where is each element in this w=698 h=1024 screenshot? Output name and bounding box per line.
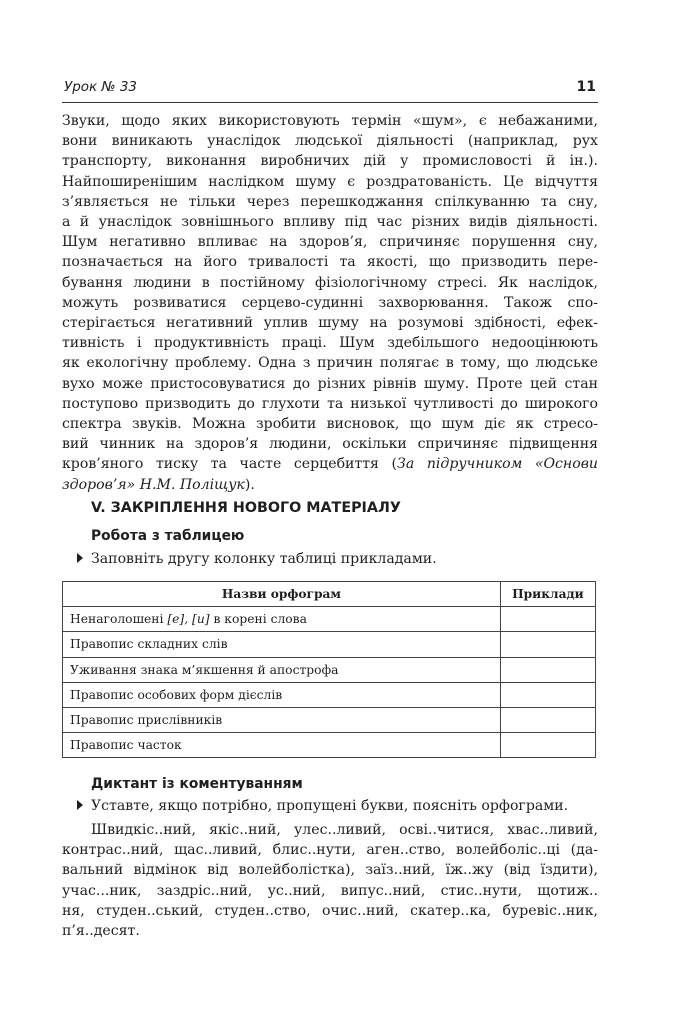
orthogram-cell: Правопис особових форм дієслів [63,682,501,707]
lesson-label: Урок № 33 [64,79,138,95]
task-instruction [77,551,437,567]
examples-cell[interactable] [500,733,595,758]
header-divider [62,102,598,103]
examples-cell[interactable] [500,707,595,732]
paragraph-line: вони виникають унаслідок людської діяльності (наприклад, рух [62,133,598,150]
dictation-title: Диктант із коментуванням [91,776,303,792]
paragraph-line: можуть розвиватися серцево-судинні захворювання. Також спо- [62,294,598,311]
orthogram-cell [63,607,501,632]
citation-text: здоров’я» Н.М. Поліщук [62,476,245,493]
paragraph-line: поступово призводить до глухоти та низької чутливості до широкого [62,395,598,412]
paragraph-line: з’являється не тільки через перешкоджання спілкуванню та сну, [62,193,598,210]
examples-cell[interactable] [500,682,595,707]
paragraph-line: Шум негативно впливає на здоров’я, спричиняє порушення сну, [62,234,598,251]
paragraph-line: Найпоширенішим наслідком шуму є роздратованість. Це відчуття [62,173,598,190]
table-subtitle: Робота з таблицею [91,528,245,544]
dictation-line: п’я..десят. [62,923,140,940]
paragraph-text: кров’яного тиску та часте серцебиття ( [62,456,398,473]
cell-italic-text: [е], [и] [167,612,210,627]
paragraph-line: Звуки, щодо яких використовують термін «шум», є небажаними, [62,113,598,129]
dictation-paragraph [62,820,598,941]
examples-cell[interactable] [500,657,595,682]
table-row [63,733,596,758]
paragraph-line [62,475,598,495]
task-text: Уставте, якщо потрібно, пропущені букви, поясніть орфограми. [91,798,569,814]
citation-text: За підручником «Основи [397,456,598,473]
paragraph-line [62,454,598,474]
dictation-line: Швидкіс..ний, якіс..ний, улес..ливий, осві..читися, хвас..ливий, [91,822,598,838]
orthogram-cell: Уживання знака м’якшення й апострофа [63,657,501,682]
page-number: 11 [576,79,596,95]
dictation-line: учас...ник, заздріс..ний, ус..ний, випус..ний, стис..нути, щотиж.. [62,882,598,899]
triangle-bullet-icon [77,553,83,563]
examples-cell[interactable] [500,607,595,632]
paragraph-line: бування людини в постійному фізіологічному стресі. Як наслідок, [62,274,598,291]
dictation-line: вальний відмінок від волейболістка), заїз..ний, їж..жу (від їздити), [62,862,598,879]
cell-text: Ненаголошені [70,612,168,627]
table-header-row [63,582,596,607]
cell-text: в корені слова [209,612,307,627]
table-row [63,607,596,632]
paragraph-line: вухо може пристосовуватися до різних рівнів шуму. Проте цей стан [62,375,598,392]
paragraph-line: транспорту, виконання виробничих дій у промисловості й ін.). [62,153,598,170]
column-header-orthograms: Назви орфограм [63,582,501,607]
table-row [63,632,596,657]
table-row [63,707,596,732]
paragraph-line: позначається на його тривалості та якості, що призводить пере- [62,254,598,271]
paragraph-line: як екологічну проблему. Одна з причин полягає в тому, що людське [62,355,598,372]
section-title: V. ЗАКРІПЛЕННЯ НОВОГО МАТЕРІАЛУ [91,500,401,516]
triangle-bullet-icon [77,800,83,810]
orthogram-cell: Правопис часток [63,733,501,758]
table-row [63,682,596,707]
orthogram-cell: Правопис прислівників [63,707,501,732]
dictation-instruction [77,798,568,814]
page-header [62,79,598,101]
paragraph-line: а й унаслідок зовнішнього впливу під час різних видів діяльності. [62,214,598,231]
dictation-line: ня, студен..ський, студен..ство, очис..ний, скатер..ка, буревіс..ник, [62,902,598,919]
task-text: Заповніть другу колонку таблиці прикладами. [91,551,437,567]
paragraph-line: вий чинник на здоров’я людини, оскільки спричиняє підвищення [62,436,598,453]
paragraph-line: спектра звуків. Можна зробити висновок, що шум діє як стресо- [62,416,598,433]
table-row [63,657,596,682]
orthogram-cell: Правопис складних слів [63,632,501,657]
citation-close: ). [244,476,255,493]
dictation-line: контрас..ний, щас..ливий, блис..нути, аген..ство, волейболіс..ці (да- [62,842,598,859]
examples-cell[interactable] [500,632,595,657]
column-header-examples: Приклади [500,582,595,607]
body-paragraph [62,111,598,495]
orthogram-table [62,581,596,758]
paragraph-line: стерігається негативний уплив шуму на розумові здібності, ефек- [62,315,598,332]
paragraph-line: тивність і продуктивність праці. Шум здебільшого недооцінюють [62,335,598,352]
